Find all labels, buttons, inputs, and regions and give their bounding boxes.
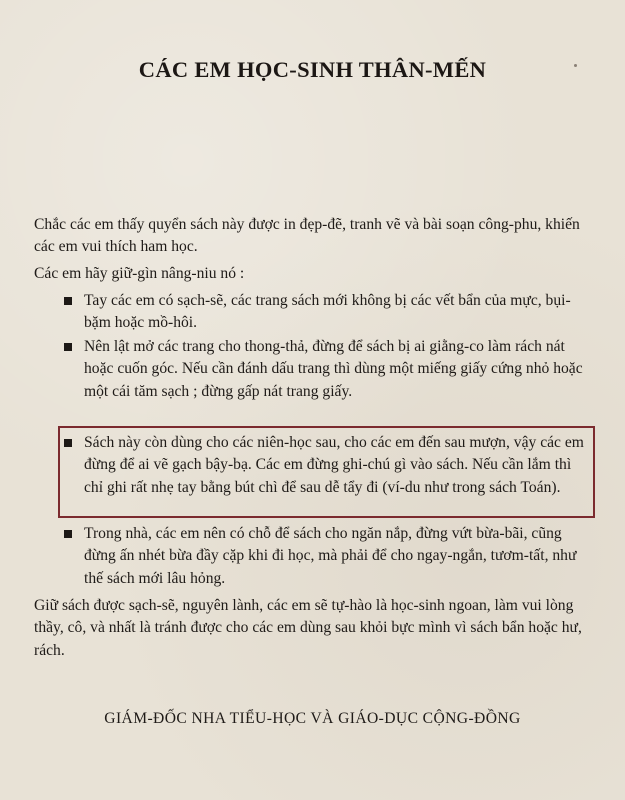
list-item	[64, 290, 594, 335]
signature-line: GIÁM-ĐỐC NHA TIỂU-HỌC VÀ GIÁO-DỤC CỘNG-ĐỒNG	[104, 710, 521, 727]
square-bullet-icon	[64, 439, 72, 447]
list-item-text: Tay các em có sạch-sẽ, các trang sách mới không bị các vết bẩn của mực, bụi-bặm hoặc mồ-hôi.	[84, 292, 571, 332]
care-list-item-2	[64, 336, 594, 403]
list-item	[64, 523, 594, 590]
list-item	[64, 432, 594, 499]
care-list-item-3	[64, 432, 594, 499]
square-bullet-icon	[64, 297, 72, 305]
page-title: CÁC EM HỌC-SINH THÂN-MẾN	[138, 57, 487, 83]
list-item-text: Trong nhà, các em nên có chỗ để sách cho ngăn nắp, đừng vứt bừa-bãi, cũng đừng ấn nhét bừa đầy cặp khi đi học, mà phải để cho ngay-ngắn, tươm-tất, như thế sách mới lâu hỏng.	[84, 525, 577, 587]
list-item-text: Nên lật mở các trang cho thong-thả, đừng để sách bị ai giằng-co làm rách nát hoặc cuốn góc. Nếu cần đánh dấu trang thì dùng một miếng giấy cứng nhỏ hoặc một cái tăm sạch ; đừng gấp nát trang giấy.	[84, 338, 583, 400]
care-list-item-1	[64, 290, 594, 335]
care-list-item-4	[64, 523, 594, 590]
square-bullet-icon	[64, 343, 72, 351]
list-item-text: Sách này còn dùng cho các niên-học sau, cho các em đến sau mượn, vậy các em đừng để ai vẽ gạch bậy-bạ. Các em đừng ghi-chú gì vào sách. Nếu cần lắm thì chỉ ghi rất nhẹ tay bằng bút chì để sau dễ tẩy đi (ví-du như trong sách Toán).	[84, 434, 584, 496]
intro-paragraph: Chắc các em thấy quyển sách này được in đẹp-đẽ, tranh vẽ và bài soạn công-phu, khiến các em vui thích ham học.	[34, 216, 580, 256]
square-bullet-icon	[64, 530, 72, 538]
closing-paragraph: Giữ sách được sạch-sẽ, nguyên lành, các em sẽ tự-hào là học-sinh ngoan, làm vui lòng thầy, cô, và nhất là tránh được cho các em dùng sau khỏi bực mình vì sách bẩn hoặc hư, rách.	[34, 597, 582, 659]
lead-paragraph: Các em hãy giữ-gìn nâng-niu nó :	[34, 265, 245, 282]
list-item	[64, 336, 594, 403]
